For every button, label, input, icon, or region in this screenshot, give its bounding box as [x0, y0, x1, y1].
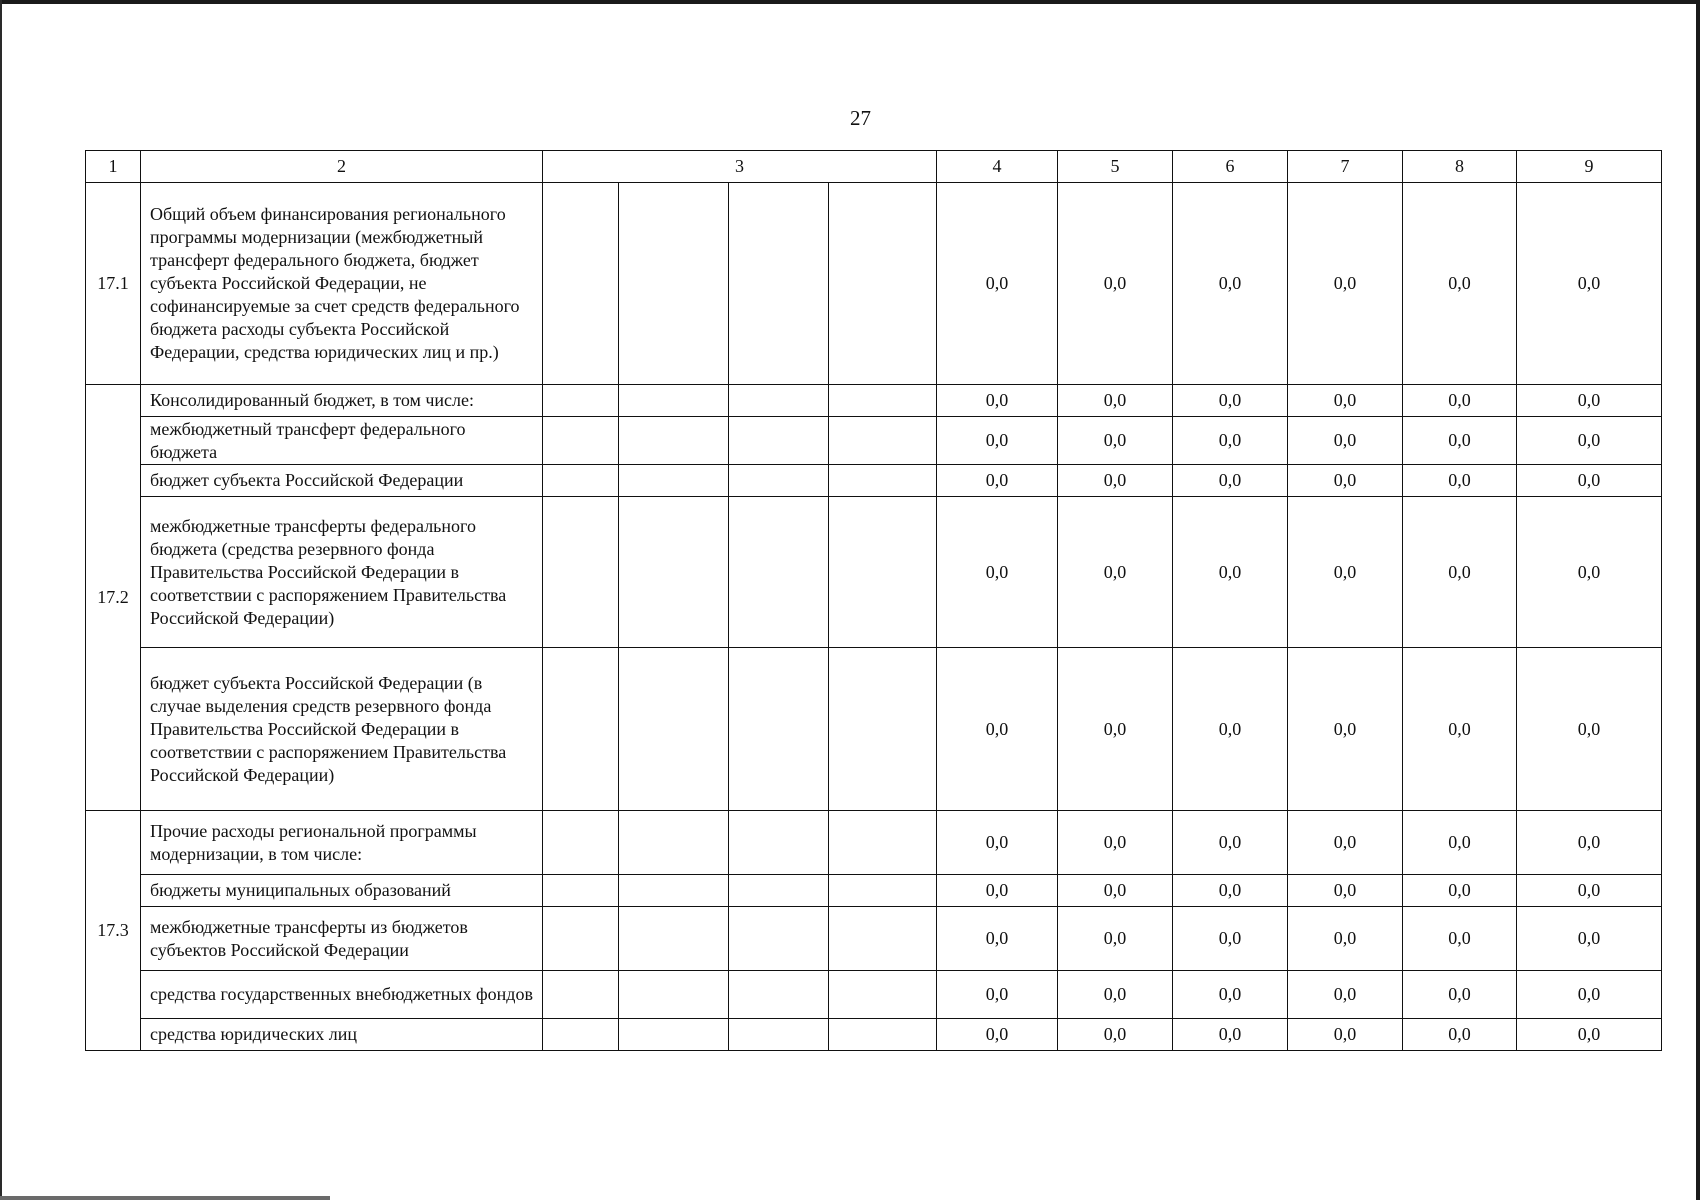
empty-cell: [729, 497, 829, 648]
empty-cell: [829, 907, 937, 971]
table-row: [86, 907, 1662, 971]
value-cell: 0,0: [1517, 417, 1662, 465]
value-cell: 0,0: [937, 971, 1058, 1019]
value-cell: 0,0: [1517, 465, 1662, 497]
scan-border-right: [1696, 0, 1700, 1200]
value-cell: 0,0: [1173, 811, 1288, 875]
value-cell: 0,0: [1288, 465, 1403, 497]
value-cell: 0,0: [1288, 183, 1403, 385]
table-row: [86, 183, 1662, 385]
row-number-17-2: 17.2: [86, 385, 141, 811]
empty-cell: [829, 465, 937, 497]
value-cell: 0,0: [1403, 183, 1517, 385]
row-number-17-1: 17.1: [86, 183, 141, 385]
scan-border-bottom: [0, 1196, 330, 1200]
value-cell: 0,0: [1058, 417, 1173, 465]
value-cell: 0,0: [1517, 811, 1662, 875]
empty-cell: [543, 183, 619, 385]
empty-cell: [729, 183, 829, 385]
value-cell: 0,0: [1403, 875, 1517, 907]
row-number-17-3: 17.3: [86, 811, 141, 1051]
value-cell: 0,0: [937, 417, 1058, 465]
empty-cell: [729, 465, 829, 497]
value-cell: 0,0: [1517, 497, 1662, 648]
value-cell: 0,0: [1173, 465, 1288, 497]
value-cell: 0,0: [1173, 1019, 1288, 1051]
row-label: межбюджетные трансферты из бюджетов субъектов Российской Федерации: [141, 907, 543, 971]
value-cell: 0,0: [1173, 875, 1288, 907]
value-cell: 0,0: [937, 875, 1058, 907]
empty-cell: [829, 183, 937, 385]
empty-cell: [729, 1019, 829, 1051]
value-cell: 0,0: [1173, 907, 1288, 971]
empty-cell: [543, 907, 619, 971]
header-col-6: 6: [1173, 151, 1288, 183]
table-row: [86, 497, 1662, 648]
value-cell: 0,0: [1403, 465, 1517, 497]
value-cell: 0,0: [937, 465, 1058, 497]
row-label: бюджеты муниципальных образований: [141, 875, 543, 907]
row-label: бюджет субъекта Российской Федерации (в случае выделения средств резервного фонда Правительства Российской Федерации в соответствии с распоряжением Правительства Российской Федерации): [141, 648, 543, 811]
value-cell: 0,0: [1288, 385, 1403, 417]
header-row: [86, 151, 1662, 183]
empty-cell: [543, 385, 619, 417]
value-cell: 0,0: [1517, 183, 1662, 385]
value-cell: 0,0: [1058, 907, 1173, 971]
value-cell: 0,0: [1288, 971, 1403, 1019]
empty-cell: [729, 811, 829, 875]
value-cell: 0,0: [1173, 971, 1288, 1019]
financing-table: [85, 150, 1662, 1051]
value-cell: 0,0: [1403, 971, 1517, 1019]
value-cell: 0,0: [1403, 497, 1517, 648]
empty-cell: [729, 875, 829, 907]
row-label: межбюджетные трансферты федерального бюджета (средства резервного фонда Правительства Российской Федерации в соответствии с распоряжением Правительства Российской Федерации): [141, 497, 543, 648]
header-col-4: 4: [937, 151, 1058, 183]
table-row: [86, 811, 1662, 875]
empty-cell: [729, 385, 829, 417]
value-cell: 0,0: [937, 385, 1058, 417]
empty-cell: [619, 875, 729, 907]
value-cell: 0,0: [1173, 385, 1288, 417]
value-cell: 0,0: [1058, 497, 1173, 648]
table-row: [86, 417, 1662, 465]
header-col-5: 5: [1058, 151, 1173, 183]
value-cell: 0,0: [1403, 648, 1517, 811]
empty-cell: [619, 465, 729, 497]
row-label: средства юридических лиц: [141, 1019, 543, 1051]
row-label: Прочие расходы региональной программы модернизации, в том числе:: [141, 811, 543, 875]
value-cell: 0,0: [937, 811, 1058, 875]
value-cell: 0,0: [1288, 1019, 1403, 1051]
value-cell: 0,0: [1173, 648, 1288, 811]
value-cell: 0,0: [1288, 648, 1403, 811]
header-col-8: 8: [1403, 151, 1517, 183]
row-label: Общий объем финансирования регионального программы модернизации (межбюджетный трансферт федерального бюджета, бюджет субъекта Российской Федерации, не софинансируемые за счет средств федерального бюджета расходы субъекта Российской Федерации, средства юридических лиц и пр.): [141, 183, 543, 385]
empty-cell: [829, 875, 937, 907]
empty-cell: [619, 417, 729, 465]
value-cell: 0,0: [1403, 907, 1517, 971]
value-cell: 0,0: [1517, 1019, 1662, 1051]
empty-cell: [829, 1019, 937, 1051]
empty-cell: [543, 465, 619, 497]
header-col-1: 1: [86, 151, 141, 183]
empty-cell: [619, 971, 729, 1019]
value-cell: 0,0: [1403, 1019, 1517, 1051]
value-cell: 0,0: [1288, 907, 1403, 971]
scan-border-left: [0, 0, 2, 1200]
empty-cell: [543, 497, 619, 648]
value-cell: 0,0: [1173, 183, 1288, 385]
value-cell: 0,0: [1058, 811, 1173, 875]
value-cell: 0,0: [1517, 648, 1662, 811]
empty-cell: [619, 648, 729, 811]
empty-cell: [619, 1019, 729, 1051]
empty-cell: [543, 971, 619, 1019]
value-cell: 0,0: [1288, 497, 1403, 648]
value-cell: 0,0: [1058, 875, 1173, 907]
table-row: [86, 648, 1662, 811]
value-cell: 0,0: [1517, 971, 1662, 1019]
value-cell: 0,0: [1288, 811, 1403, 875]
value-cell: 0,0: [1058, 183, 1173, 385]
row-label: средства государственных внебюджетных фондов: [141, 971, 543, 1019]
value-cell: 0,0: [937, 907, 1058, 971]
value-cell: 0,0: [1517, 875, 1662, 907]
scan-border-top: [0, 0, 1700, 4]
header-col-2: 2: [141, 151, 543, 183]
table-row: [86, 385, 1662, 417]
table-row: [86, 875, 1662, 907]
value-cell: 0,0: [1173, 497, 1288, 648]
empty-cell: [543, 875, 619, 907]
empty-cell: [619, 811, 729, 875]
empty-cell: [543, 648, 619, 811]
value-cell: 0,0: [937, 497, 1058, 648]
empty-cell: [829, 648, 937, 811]
value-cell: 0,0: [937, 183, 1058, 385]
value-cell: 0,0: [1403, 385, 1517, 417]
value-cell: 0,0: [1058, 648, 1173, 811]
row-label: Консолидированный бюджет, в том числе:: [141, 385, 543, 417]
empty-cell: [729, 971, 829, 1019]
empty-cell: [543, 417, 619, 465]
empty-cell: [729, 417, 829, 465]
value-cell: 0,0: [1517, 907, 1662, 971]
header-col-7: 7: [1288, 151, 1403, 183]
value-cell: 0,0: [937, 648, 1058, 811]
value-cell: 0,0: [937, 1019, 1058, 1051]
header-col-9: 9: [1517, 151, 1662, 183]
empty-cell: [619, 385, 729, 417]
value-cell: 0,0: [1403, 811, 1517, 875]
value-cell: 0,0: [1058, 465, 1173, 497]
empty-cell: [543, 1019, 619, 1051]
empty-cell: [829, 417, 937, 465]
empty-cell: [619, 497, 729, 648]
value-cell: 0,0: [1403, 417, 1517, 465]
empty-cell: [829, 811, 937, 875]
value-cell: 0,0: [1058, 1019, 1173, 1051]
value-cell: 0,0: [1058, 385, 1173, 417]
empty-cell: [619, 183, 729, 385]
header-col-3: 3: [543, 151, 937, 183]
empty-cell: [619, 907, 729, 971]
empty-cell: [729, 648, 829, 811]
row-label: межбюджетный трансферт федерального бюджета: [141, 417, 543, 465]
empty-cell: [829, 385, 937, 417]
value-cell: 0,0: [1288, 417, 1403, 465]
table-row: [86, 465, 1662, 497]
value-cell: 0,0: [1173, 417, 1288, 465]
empty-cell: [729, 907, 829, 971]
empty-cell: [829, 497, 937, 648]
row-label: бюджет субъекта Российской Федерации: [141, 465, 543, 497]
value-cell: 0,0: [1058, 971, 1173, 1019]
value-cell: 0,0: [1517, 385, 1662, 417]
empty-cell: [543, 811, 619, 875]
table-row: [86, 1019, 1662, 1051]
table-row: [86, 971, 1662, 1019]
value-cell: 0,0: [1288, 875, 1403, 907]
page-number: 27: [850, 106, 871, 130]
empty-cell: [829, 971, 937, 1019]
